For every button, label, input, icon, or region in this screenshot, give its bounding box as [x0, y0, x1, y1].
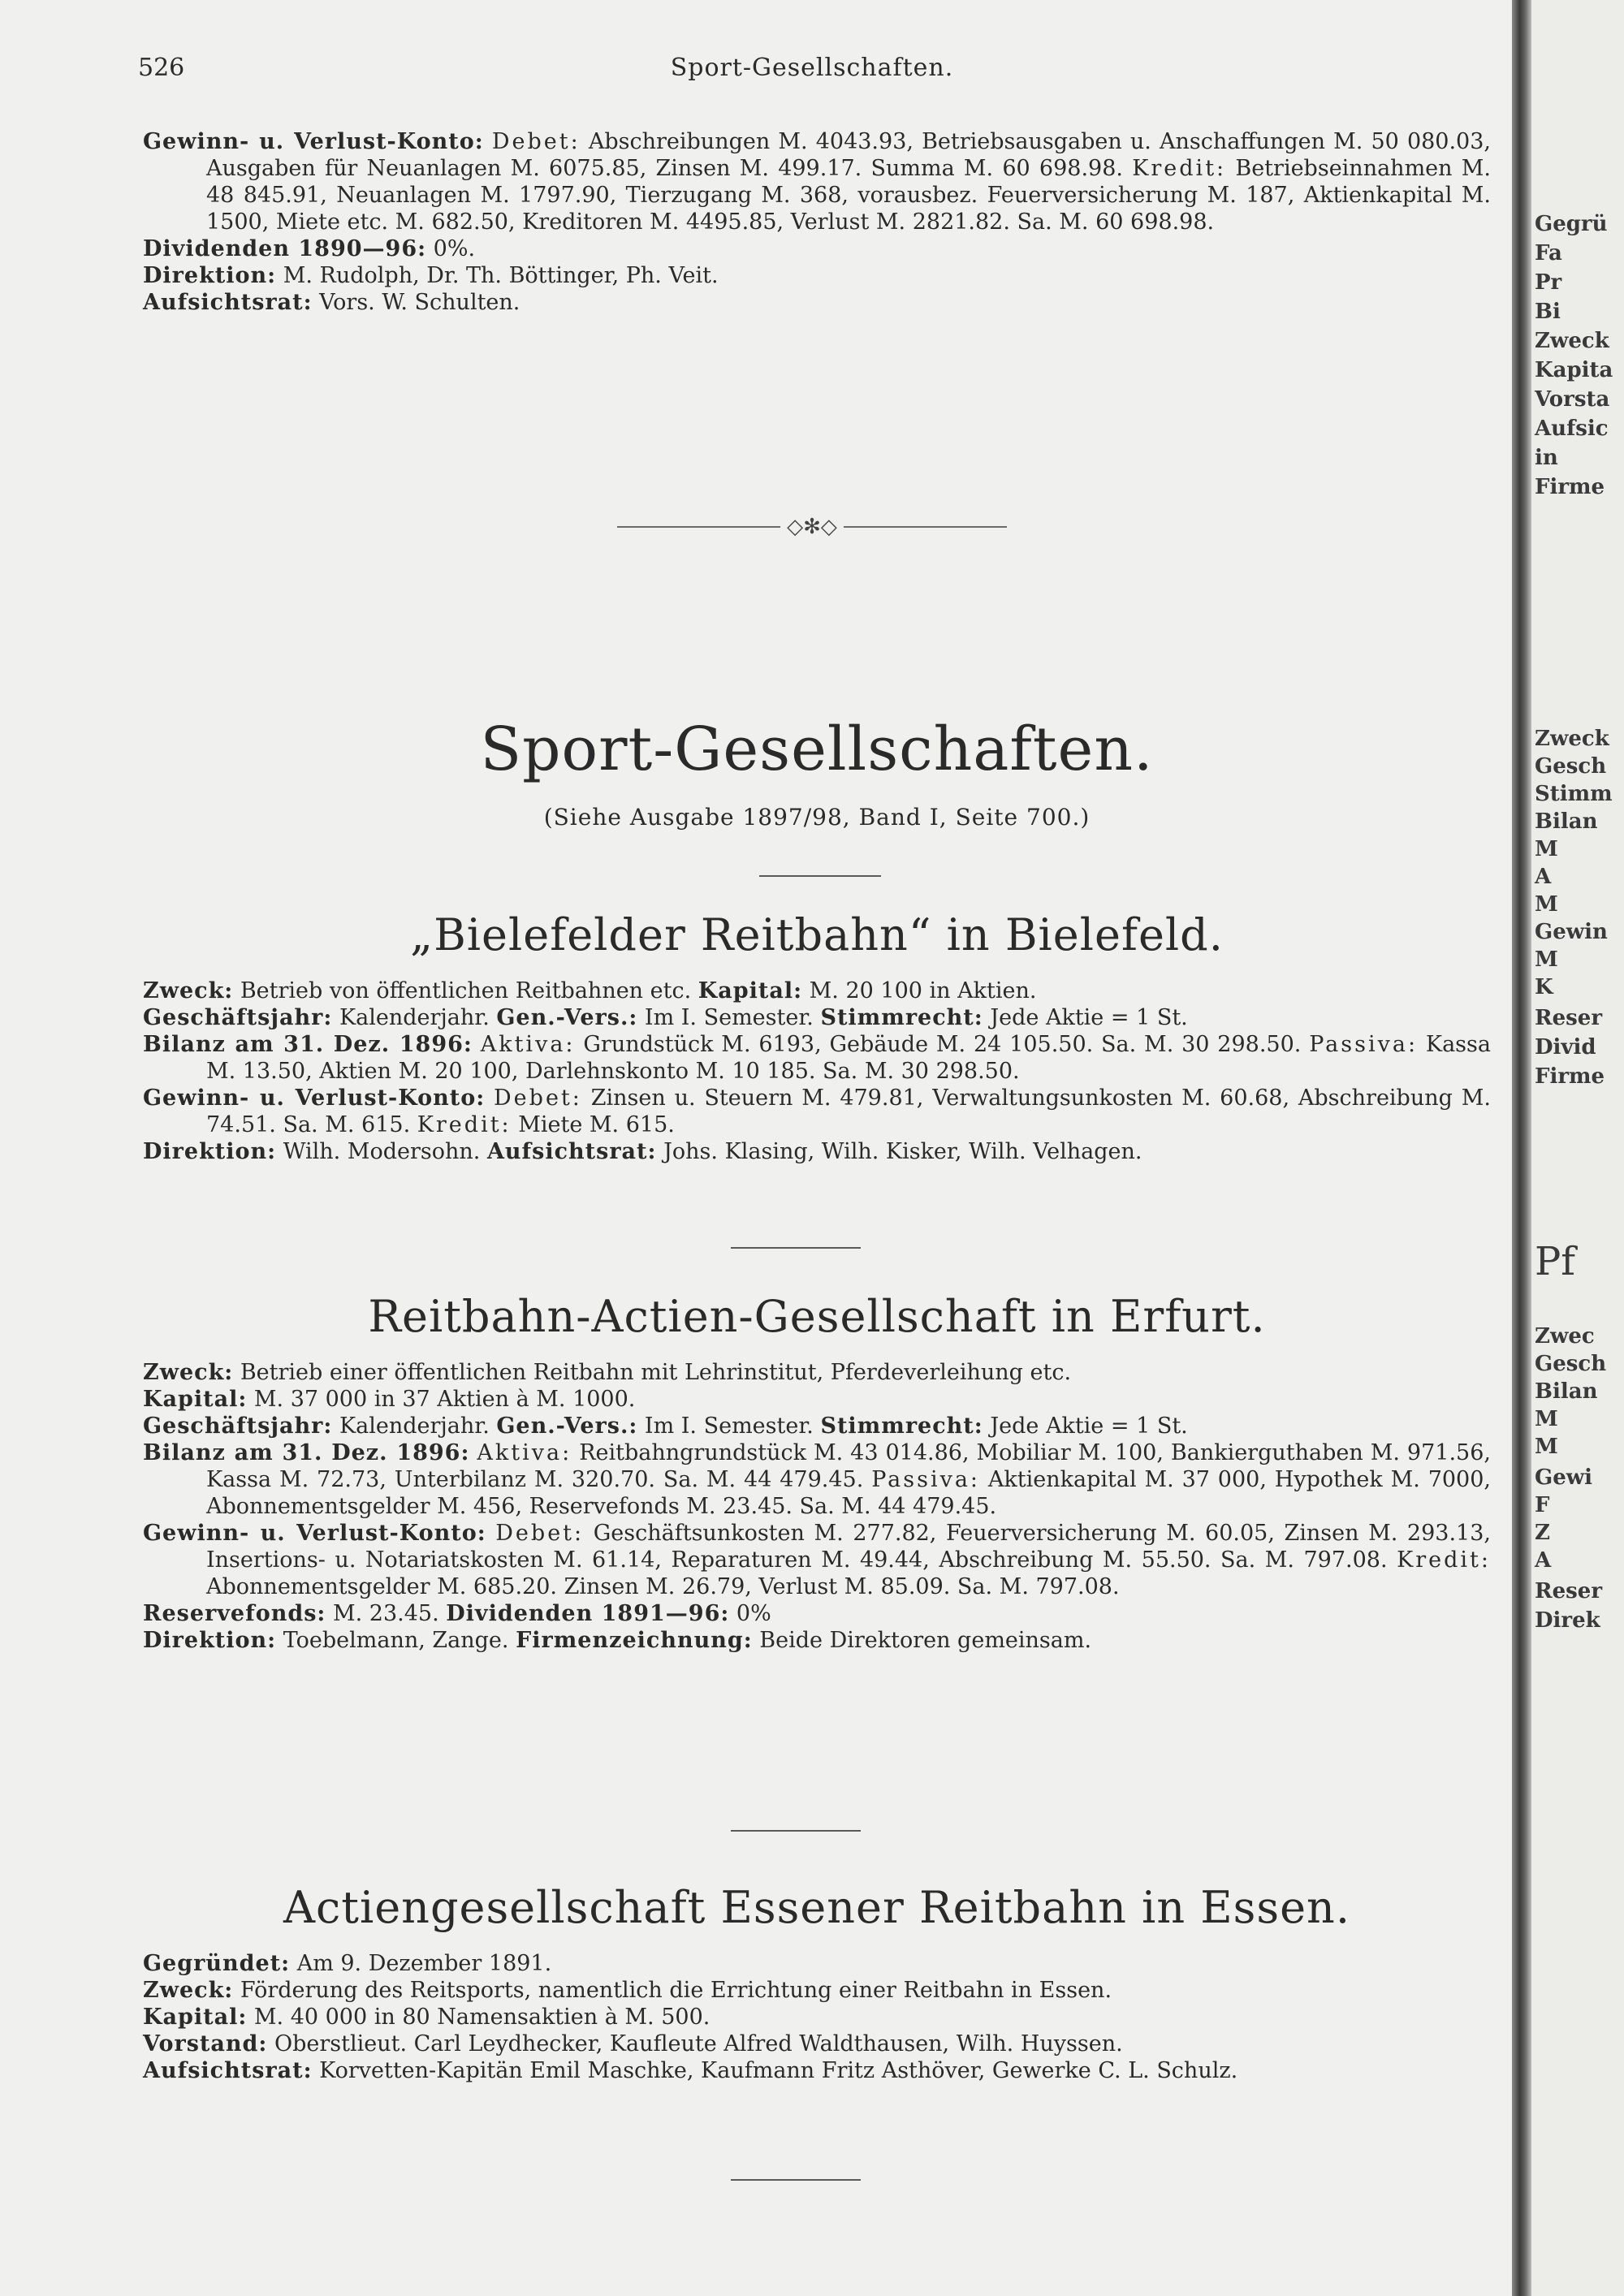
company-entry-line [143, 1004, 1491, 1031]
entry-key: Aufsichtsrat: [143, 290, 313, 315]
company-entry-line [143, 2031, 1491, 2057]
adjacent-page-fragment: Gewin [1535, 920, 1608, 944]
entry-key: Kapital: [143, 2005, 248, 2030]
short-rule [731, 1830, 861, 1832]
entry-key: Zweck: [143, 1360, 234, 1385]
book-gutter [1512, 0, 1531, 2296]
entry-text: M. 40 000 in 80 Namensaktien à M. 500. [247, 2005, 710, 2030]
page-number: 526 [138, 54, 185, 82]
page-header [138, 54, 1486, 86]
adjacent-page-fragment: M [1535, 1407, 1558, 1431]
adjacent-page-edge [1531, 0, 1624, 2296]
entry-key: Bilanz am 31. Dez. 1896: [143, 1032, 473, 1057]
entry-key: Zweck: [143, 1978, 234, 2003]
entry-text: Korvetten-Kapitän Emil Maschke, Kaufmann Fritz Asthöver, Gewerke C. L. Schulz. [312, 2058, 1238, 2083]
adjacent-page-fragment: Bilan [1535, 809, 1598, 834]
entry-key: Reservefonds: [143, 1601, 326, 1626]
entry-text: Toebelmann, Zange. Firmenzeichnung: Beide Direktoren gemeinsam. [276, 1628, 1092, 1653]
adjacent-page-fragment: Zwec [1535, 1324, 1595, 1349]
entry-text: Debet: Zinsen u. Steuern M. 479.81, Verwaltungsunkosten M. 60.68, Abschreibung M. 74.51. Sa. M. 615. Kredit: Miete M. 615. [206, 1085, 1491, 1137]
company-entry-line [143, 1138, 1491, 1165]
adjacent-page-fragment: Gegrü [1535, 212, 1608, 236]
adjacent-page-fragment: Gewi [1535, 1465, 1593, 1490]
company-entry-line [143, 978, 1491, 1004]
adjacent-page-fragment: Pf [1535, 1239, 1576, 1284]
adjacent-page-fragment: Firme [1535, 475, 1605, 499]
company-entry-line [143, 1413, 1491, 1439]
company-entry-line [143, 1359, 1491, 1386]
entry-text: M. 37 000 in 37 Aktien à M. 1000. [247, 1387, 636, 1412]
adjacent-page-fragment: Pr [1535, 270, 1562, 295]
entry-text: Debet: Abschreibungen M. 4043.93, Betriebsausgaben u. Anschaffungen M. 50 080.03, Ausgaben für Neuanlagen M. 6075.85, Zinsen M. 499.17. Summa M. 60 698.98. Kredit: Betriebseinnahmen M. 48 845.91, Neuanlagen M. 1797.90, Tierzugang M. 368, vorausbez. Feuerversicherung M. 187, Aktienkapital M. 1500, Miete etc. M. 682.50, Kreditoren M. 4495.85, Verlust M. 2821.82. Sa. M. 60 698.98. [206, 129, 1491, 235]
adjacent-page-fragment: K [1535, 975, 1553, 999]
short-rule [731, 1247, 861, 1249]
company-entry-line [143, 1031, 1491, 1085]
short-rule [759, 875, 881, 877]
company-entry-essen [143, 1950, 1491, 2084]
entry-text: Förderung des Reitsports, namentlich die Errichtung einer Reitbahn in Essen. [233, 1978, 1112, 2003]
entry-key: Aufsichtsrat: [143, 2058, 313, 2083]
adjacent-page-fragment: Reser [1535, 1579, 1603, 1603]
company-entry-line [143, 1977, 1491, 2004]
short-rule [731, 2179, 861, 2181]
adjacent-page-fragment: Firme [1535, 1064, 1605, 1089]
continued-entry-line [143, 262, 1491, 289]
company-title-essen: Actiengesellschaft Essener Reitbahn in Essen. [283, 1882, 1350, 1933]
entry-key: Dividenden 1890—96: [143, 236, 427, 261]
adjacent-page-fragment: Gesch [1535, 754, 1607, 779]
company-entry-line [143, 2004, 1491, 2031]
entry-key: Direktion: [143, 1139, 277, 1164]
adjacent-page-fragment: Stimm [1535, 782, 1613, 806]
company-entry-line [143, 1085, 1491, 1138]
ornament-glyph: ◇✻◇ [787, 515, 837, 539]
section-note: (Siehe Ausgabe 1897/98, Band I, Seite 700.) [543, 804, 1091, 831]
entry-text: M. Rudolph, Dr. Th. Böttinger, Ph. Veit. [276, 263, 719, 288]
company-entry-bielefeld [143, 978, 1491, 1165]
entry-key: Kapital: [143, 1387, 248, 1412]
ornament-divider [617, 515, 1007, 539]
entry-key: Bilanz am 31. Dez. 1896: [143, 1440, 470, 1465]
company-entry-line [143, 1627, 1491, 1654]
entry-key: Zweck: [143, 978, 234, 1003]
adjacent-page-fragment: M [1535, 892, 1558, 917]
company-title-erfurt: Reitbahn-Actien-Gesellschaft in Erfurt. [368, 1291, 1266, 1342]
adjacent-page-fragment: A [1535, 1548, 1552, 1573]
adjacent-page-fragment: Fa [1535, 241, 1562, 265]
adjacent-page-fragment: Gesch [1535, 1352, 1607, 1376]
company-entry-line [143, 2057, 1491, 2084]
entry-text: Betrieb von öffentlichen Reitbahnen etc. Kapital: M. 20 100 in Aktien. [233, 978, 1037, 1003]
entry-text: 0%. [426, 236, 476, 261]
company-entry-line [143, 1386, 1491, 1413]
entry-key: Gewinn- u. Verlust-Konto: [143, 1521, 486, 1546]
adjacent-page-fragment: Vorsta [1535, 387, 1610, 412]
entry-key: Gewinn- u. Verlust-Konto: [143, 129, 484, 154]
adjacent-page-fragment: M [1535, 1435, 1558, 1459]
adjacent-page-fragment: M [1535, 837, 1558, 861]
company-entry-line [143, 1600, 1491, 1627]
continued-entry-line [143, 289, 1491, 316]
adjacent-page-fragment: F [1535, 1493, 1550, 1517]
entry-text: Debet: Geschäftsunkosten M. 277.82, Feuerversicherung M. 60.05, Zinsen M. 293.13, Insertions- u. Notariatskosten M. 61.14, Reparaturen M. 49.44, Abschreibung M. 55.50. Sa. M. 797.08. Kredit: Abonnementsgelder M. 685.20. Zinsen M. 26.79, Verlust M. 85.09. Sa. M. 797.08. [206, 1521, 1491, 1599]
entry-text: Am 9. Dezember 1891. [290, 1951, 552, 1976]
adjacent-page-fragment: M [1535, 947, 1558, 972]
entry-text: M. 23.45. Dividenden 1891—96: 0% [326, 1601, 771, 1626]
entry-text: Aktiva: Reitbahngrundstück M. 43 014.86, Mobiliar M. 100, Bankierguthaben M. 971.56, Kassa M. 72.73, Unterbilanz M. 320.70. Sa. M. 44 479.45. Passiva: Aktienkapital M. 37 000, Hypothek M. 7000, Abonnementsgelder M. 456, Reservefonds M. 23.45. Sa. M. 44 479.45. [206, 1440, 1491, 1519]
adjacent-page-fragment: Kapita [1535, 358, 1613, 382]
company-entry-line [143, 1439, 1491, 1520]
entry-key: Direktion: [143, 263, 277, 288]
adjacent-page-fragment: Bi [1535, 300, 1561, 324]
company-entry-line [143, 1950, 1491, 1977]
entry-key: Gegründet: [143, 1951, 291, 1976]
company-entry-line [143, 1520, 1491, 1600]
company-title-bielefeld: „Bielefelder Reitbahn“ in Bielefeld. [410, 909, 1224, 960]
adjacent-page-fragment: Divid [1535, 1035, 1596, 1060]
entry-text: Wilh. Modersohn. Aufsichtsrat: Johs. Klasing, Wilh. Kisker, Wilh. Velhagen. [276, 1139, 1142, 1164]
entry-text: Oberstlieut. Carl Leydhecker, Kaufleute Alfred Waldthausen, Wilh. Huyssen. [267, 2031, 1123, 2056]
entry-key: Geschäftsjahr: [143, 1413, 333, 1439]
adjacent-page-fragment: Z [1535, 1521, 1550, 1545]
running-title: Sport-Gesellschaften. [670, 54, 954, 82]
adjacent-page-fragment: Zweck [1535, 727, 1609, 751]
adjacent-page-fragment: Reser [1535, 1006, 1603, 1030]
adjacent-page-fragment: A [1535, 865, 1552, 889]
entry-key: Gewinn- u. Verlust-Konto: [143, 1085, 486, 1111]
entry-key: Geschäftsjahr: [143, 1005, 333, 1030]
adjacent-page-fragment: Aufsic [1535, 416, 1609, 441]
entry-text: Kalenderjahr. Gen.-Vers.: Im I. Semester. Stimmrecht: Jede Aktie = 1 St. [332, 1005, 1188, 1030]
entry-key: Vorstand: [143, 2031, 268, 2056]
entry-text: Aktiva: Grundstück M. 6193, Gebäude M. 24 105.50. Sa. M. 30 298.50. Passiva: Kassa M. 13.50, Aktien M. 20 100, Darlehnskonto M. 10 185. Sa. M. 30 298.50. [206, 1032, 1491, 1084]
continued-entry-line [143, 128, 1491, 235]
adjacent-page-fragment: Direk [1535, 1608, 1600, 1633]
company-entry-erfurt [143, 1359, 1491, 1654]
continued-entry-line [143, 235, 1491, 262]
adjacent-page-fragment: Zweck [1535, 329, 1609, 353]
adjacent-page-fragment: in [1535, 446, 1558, 470]
entry-text: Kalenderjahr. Gen.-Vers.: Im I. Semester. Stimmrecht: Jede Aktie = 1 St. [332, 1413, 1188, 1439]
entry-text: Betrieb einer öffentlichen Reitbahn mit Lehrinstitut, Pferdeverleihung etc. [233, 1360, 1072, 1385]
continued-entry [143, 128, 1491, 316]
entry-key: Direktion: [143, 1628, 277, 1653]
section-title: Sport-Gesellschaften. [480, 714, 1154, 784]
adjacent-page-fragment: Bilan [1535, 1379, 1598, 1404]
entry-text: Vors. W. Schulten. [312, 290, 520, 315]
